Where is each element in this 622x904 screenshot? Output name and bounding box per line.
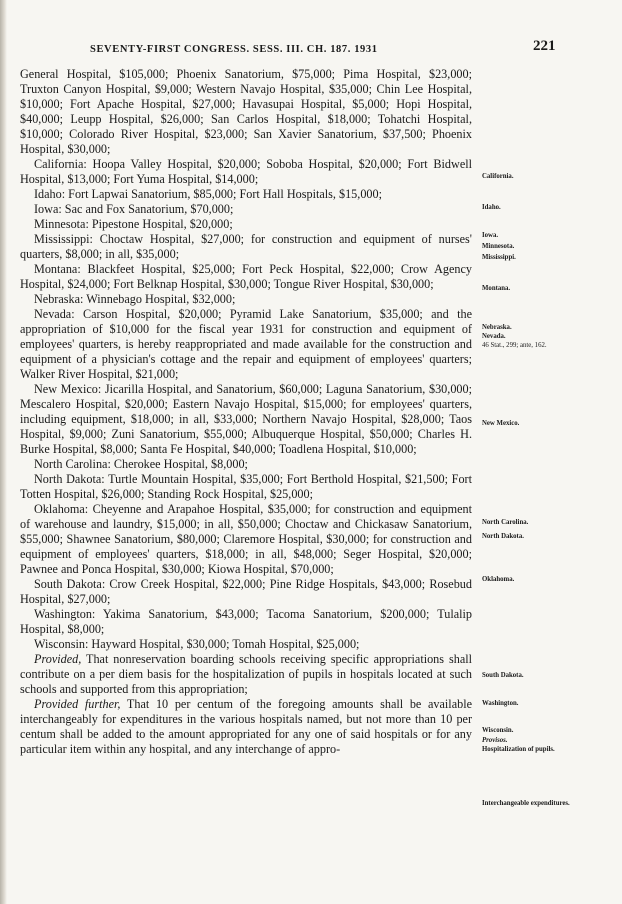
margin-note-provisos: Provisos. xyxy=(482,737,508,744)
paragraph-arizona: General Hospital, $105,000; Phoenix Sanatorium, $75,000; Pima Hospital, $23,000; Truxton Canyon Hospital, $9,000; Western Navajo Hospital, $35,000; Chin Lee Hospital, $10,000; Fort Apache Hospital, $27,000; Havasupai Hospital, $5,000; Hopi Hospital, $40,000; Leupp Hospital, $26,000; San Carlos Hospital, $18,000; Tohatchi Hospital, $10,000; Colorado River Hospital, $23,000; San Xavier Sanatorium, $37,500; Phoenix Hospital, $30,000; xyxy=(20,67,472,156)
margin-note-washington: Washington. xyxy=(482,700,519,707)
paragraph-washington: Washington: Yakima Sanatorium, $43,000; Tacoma Sanatorium, $200,000; Tulalip Hospital, $8,000; xyxy=(20,607,472,636)
margin-note-new-mexico: New Mexico. xyxy=(482,420,520,427)
binding-gutter xyxy=(0,0,7,904)
margin-note-nevada-ref xyxy=(482,342,608,350)
paragraph-nevada: Nevada: Carson Hospital, $20,000; Pyramid Lake Sanatorium, $35,000; and the appropriation of $10,000 for the fiscal year 1931 for construction and equipment of employees' quarters, is hereby reappropriated and made available for the construction and equipment of a physician's cottage and the repair and equipment of employees' quarters; Walker River Hospital, $21,000; xyxy=(20,307,472,381)
margin-note-montana: Montana. xyxy=(482,285,511,292)
proviso-further-word: Provided further, xyxy=(34,697,121,711)
proviso-word: Provided, xyxy=(34,652,82,666)
paragraph-north-dakota: North Dakota: Turtle Mountain Hospital, $35,000; Fort Berthold Hospital, $21,500; Fort Totten Hospital, $26,000; Standing Rock Hospital, $25,000; xyxy=(20,472,472,501)
proviso-further-text: That 10 per centum of the foregoing amounts shall be available interchangeably for expenditures in the various hospitals named, but not more than 10 per centum shall be added to the amount appropriated for any one of said hospitals or for any particular item within any hospital, and any interchange of appro- xyxy=(20,697,472,756)
margin-note-nebraska: Nebraska. xyxy=(482,324,512,331)
running-head: SEVENTY-FIRST CONGRESS. SESS. III. CH. 187. 1931 xyxy=(90,44,378,55)
paragraph-proviso-hospitalization xyxy=(20,652,472,697)
margin-note-north-carolina: North Carolina. xyxy=(482,519,529,526)
proviso-text: That nonreservation boarding schools receiving specific appropriations shall contribute on a per diem basis for the hospitalization of pupils in hospitals located at such schools and supported from this appropriation; xyxy=(20,652,472,696)
margin-note-interchangeable: Interchangeable expenditures. xyxy=(482,800,570,807)
paragraph-mississippi: Mississippi: Choctaw Hospital, $27,000; for construction and equipment of nurses' quarters, $8,000; in all, $35,000; xyxy=(20,232,472,261)
paragraph-oklahoma: Oklahoma: Cheyenne and Arapahoe Hospital, $35,000; for construction and equipment of warehouse and laundry, $15,000; in all, $50,000; Choctaw and Chickasaw Sanatorium, $55,000; Shawnee Sanatorium, $80,000; Claremore Hospital, $30,000; for construction and equipment of employees' quarters, $18,000; in all, $48,000; Seger Hospital, $20,000; Pawnee and Ponca Hospital, $30,000; Kiowa Hospital, $70,000; xyxy=(20,502,472,576)
page-header xyxy=(0,38,622,58)
margin-note-oklahoma: Oklahoma. xyxy=(482,576,515,583)
paragraph-iowa: Iowa: Sac and Fox Sanatorium, $70,000; xyxy=(34,202,234,216)
margin-note-mississippi: Mississippi. xyxy=(482,254,516,261)
paragraph-new-mexico: New Mexico: Jicarilla Hospital, and Sanatorium, $60,000; Laguna Sanatorium, $30,000; Mescalero Hospital, $20,000; Eastern Navajo Hospital, $15,000; for employees' quarters, including equipment, $18,000; in all, $33,000; Northern Navajo Hospital, $28,000; Taos Hospital, $9,000; Zuni Sanatorium, $55,000; Albuquerque Hospital, $50,000; Charles H. Burke Hospital, $8,000; Santa Fe Hospital, $40,000; Toadlena Hospital, $10,000; xyxy=(20,382,472,456)
margin-note-california: California. xyxy=(482,173,514,180)
paragraph-wisconsin: Wisconsin: Hayward Hospital, $30,000; Tomah Hospital, $25,000; xyxy=(34,637,360,651)
margin-note-nevada: Nevada. xyxy=(482,333,506,340)
paragraph-idaho: Idaho: Fort Lapwai Sanatorium, $85,000; Fort Hall Hospitals, $15,000; xyxy=(34,187,382,201)
margin-note-iowa: Iowa. xyxy=(482,232,499,239)
margin-note-idaho: Idaho. xyxy=(482,204,501,211)
margin-note-north-dakota: North Dakota. xyxy=(482,533,524,540)
body-text xyxy=(20,67,472,757)
page-number: 221 xyxy=(533,38,556,54)
paragraph-north-carolina: North Carolina: Cherokee Hospital, $8,000; xyxy=(34,457,248,471)
paragraph-montana: Montana: Blackfeet Hospital, $25,000; Fort Peck Hospital, $22,000; Crow Agency Hospital, $24,000; Fort Belknap Hospital, $30,000; Tongue River Hospital, $30,000; xyxy=(20,262,472,291)
paragraph-south-dakota: South Dakota: Crow Creek Hospital, $22,000; Pine Ridge Hospitals, $43,000; Rosebud Hospital, $27,000; xyxy=(20,577,472,606)
paragraph-minnesota: Minnesota: Pipestone Hospital, $20,000; xyxy=(34,217,233,231)
margin-note-south-dakota: South Dakota. xyxy=(482,672,524,679)
paragraph-california: California: Hoopa Valley Hospital, $20,000; Soboba Hospital, $20,000; Fort Bidwell Hospital, $13,000; Fort Yuma Hospital, $14,000; xyxy=(20,157,472,186)
paragraph-nebraska: Nebraska: Winnebago Hospital, $32,000; xyxy=(34,292,236,306)
statute-reference: 46 Stat., 299; ante, 162. xyxy=(482,342,547,349)
paragraph-proviso-interchange xyxy=(20,697,472,757)
margin-note-minnesota: Minnesota. xyxy=(482,243,515,250)
margin-note-hospitalization: Hospitalization of pupils. xyxy=(482,746,555,753)
margin-note-wisconsin: Wisconsin. xyxy=(482,727,514,734)
